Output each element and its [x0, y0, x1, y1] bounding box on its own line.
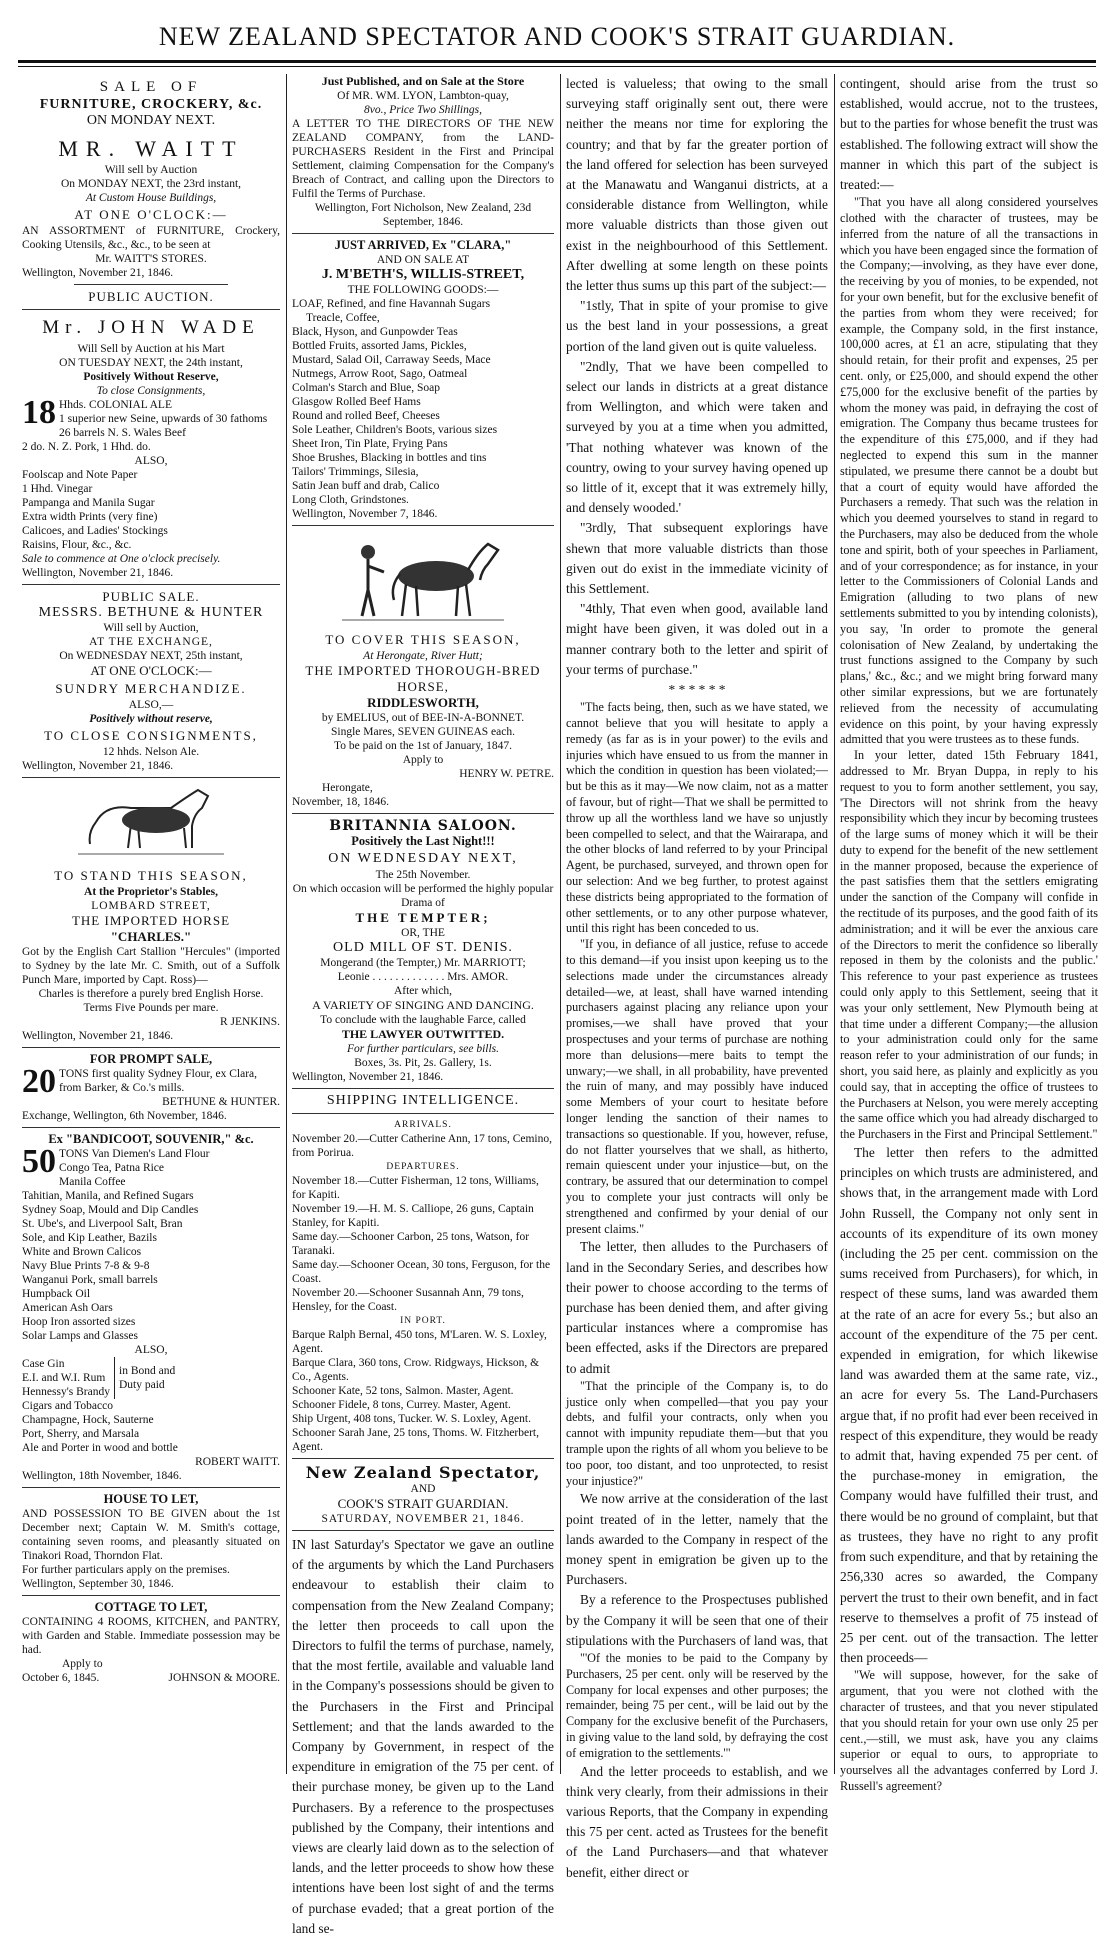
cottage-text: CONTAINING 4 ROOMS, KITCHEN, and PANTRY, with Garden and Stable. Immediate possession may be had. [22, 1616, 280, 1656]
dateline: October 6, 1845. [22, 1672, 100, 1684]
bandicoot-item: St. Ube's, and Liverpool Salt, Bran [22, 1218, 183, 1230]
wade-line: Positively Without Reserve, [83, 371, 219, 383]
bethune-line: 12 hhds. Nelson Ale. [102, 746, 200, 758]
bond-list [22, 1357, 115, 1399]
bethune-line: ALSO,— [128, 699, 174, 711]
arrived-title: JUST ARRIVED, Ex "CLARA," [334, 238, 512, 252]
bandicoot-item: Port, Sherry, and Marsala [22, 1428, 140, 1440]
goods-item: Black, Hyson, and Gunpowder Teas [292, 326, 458, 338]
dateline: Wellington, November 21, 1846. [22, 567, 174, 579]
dateline: Exchange, Wellington, 6th November, 1846. [22, 1110, 227, 1122]
shipping-entry: Schooner Fidele, 8 tons, Currey. Master, Agent. [292, 1399, 511, 1411]
imported-horse: THE IMPORTED THOROUGH-BRED HORSE, [305, 663, 541, 694]
wade-item: 1 Hhd. Vinegar [22, 483, 93, 495]
separator [292, 813, 554, 814]
shipping-entry: Barque Ralph Bernal, 450 tons, M'Laren. W. S. Loxley, Agent. [292, 1329, 547, 1355]
shipping-entry: November 18.—Cutter Fisherman, 12 tons, Williams, for Kapiti. [292, 1175, 539, 1201]
prompt-text: TONS first quality Sydney Flour, ex Clara, from Barker, & Co.'s mills. [59, 1068, 258, 1094]
farce-title: THE LAWYER OUTWITTED. [341, 1027, 505, 1041]
auction-line: On MONDAY NEXT, the 23rd instant, [60, 178, 242, 190]
bandicoot-item: Case Gin [22, 1358, 65, 1370]
wade-item: 26 barrels N. S. Wales Beef [59, 427, 186, 439]
also-label: ALSO, [134, 1344, 168, 1356]
prices: Boxes, 3s. Pit, 2s. Gallery, 1s. [354, 1057, 492, 1069]
mbeth-store: J. M'BETH'S, WILLIS-STREET, [321, 267, 525, 282]
cast-line: Mongerand (the Tempter,) Mr. MARRIOTT; [320, 957, 526, 969]
column-1 [22, 74, 280, 1774]
goods-item: Colman's Starch and Blue, Soap [292, 382, 441, 394]
cover-title: TO COVER THIS SEASON, [325, 632, 521, 647]
particulars: For further particulars, see bills. [346, 1043, 500, 1055]
cottage-title: COTTAGE TO LET, [94, 1600, 208, 1614]
dateline: Wellington, September 30, 1846. [22, 1578, 174, 1590]
bethune-line: Positively without reserve, [89, 713, 213, 725]
variety: A VARIETY OF SINGING AND DANCING. [312, 998, 534, 1012]
bandicoot-item: Wanganui Pork, small barrels [22, 1274, 158, 1286]
horse-name: RIDDLESWORTH, [367, 695, 479, 710]
masthead: NEW ZEALAND SPECTATOR AND COOK'S STRAIT GUARDIAN. [158, 22, 956, 51]
separator [292, 1113, 554, 1114]
article-paragraph: contingent, should arise from the trust so established, would accrue, not to the trustees, but to the parties for whose benefit the trust was established. The following extract will show the manner in which this part of the subject is treated:— [840, 76, 1098, 193]
separator [22, 777, 280, 778]
auction-line: AT ONE O'CLOCK:— [74, 207, 228, 222]
shipping-entry: Same day.—Schooner Ocean, 30 tons, Ferguson, for the Coast. [292, 1259, 551, 1285]
masthead-rule [18, 60, 1096, 63]
cottage-footer [22, 1671, 280, 1685]
dateline: Wellington, November 21, 1846. [22, 760, 174, 772]
article-paragraph: lected is valueless; that owing to the small surveying staff originally sent out, there were neither the means nor time for exploring the country; and that by far the greater portion of the land offered for selection has been surveyed at the Manawatu and Wanganui districts, at a considerable distance from Wellington, while more valuable districts than those given out exist in the neighbourhood of this Settlement. After dwelling at some length on these points the letter thus sums up this part of the subject:— [566, 76, 828, 294]
wade-sale-note: Sale to commence at One o'clock precisely. [22, 553, 221, 565]
wade-item: Extra width Prints (very fine) [22, 511, 158, 523]
prompt-signature: BETHUNE & HUNTER. [162, 1096, 280, 1108]
shipping-title: SHIPPING INTELLIGENCE. [326, 1093, 520, 1108]
mares-fee: Single Mares, SEVEN GUINEAS each. [331, 726, 515, 738]
bandicoot-block [22, 1143, 280, 1180]
stand-street: LOMBARD STREET, [91, 900, 211, 912]
wade-line: To close Consignments, [96, 385, 206, 397]
shipping-entry: November 19.—H. M. S. Calliope, 26 guns, Captain Stanley, for Kapiti. [292, 1203, 534, 1229]
bandicoot-signature: ROBERT WAITT. [195, 1456, 280, 1468]
stand-terms: Terms Five Pounds per mare. [83, 1002, 219, 1014]
goods-item: Shoe Brushes, Blacking in bottles and tins [292, 452, 487, 464]
bandicoot-item: Cigars and Tobacco [22, 1400, 113, 1412]
shipping-entry: November 20.—Cutter Catherine Ann, 17 tons, Cemino, from Porirua. [292, 1133, 552, 1159]
cottage-apply: Apply to [62, 1658, 103, 1670]
goods-item: Satin Jean buff and drab, Calico [292, 480, 440, 492]
shipping-entry: Barque Clara, 360 tons, Crow. Ridgways, Hickson, & Co., Agents. [292, 1357, 540, 1383]
separator [292, 1458, 554, 1459]
bandicoot-item: White and Brown Calicos [22, 1246, 142, 1258]
dateline: Wellington, Fort Nicholson, New Zealand, 23d September, 1846. [314, 202, 532, 228]
house-text: AND POSSESSION TO BE GIVEN about the 1st December next; Captain W. M. Smith's cottage, containing seven rooms, and pleasantly situated on Tinakori Road, Thorndon Flat. [22, 1508, 280, 1562]
wade-item: 2 do. N. Z. Pork, 1 Hhd. do. [22, 441, 151, 453]
separator [22, 1487, 280, 1488]
bandicoot-item: Sydney Soap, Mould and Dip Candles [22, 1204, 199, 1216]
separator [22, 309, 280, 310]
bethune-line: TO CLOSE CONSIGNMENTS, [44, 728, 258, 743]
goods-item: Long Cloth, Grindstones. [292, 494, 409, 506]
masthead-rule-thin [18, 66, 1096, 67]
separator [22, 1127, 280, 1128]
bandicoot-number: 50 [22, 1143, 56, 1180]
goods-item: Bottled Fruits, assorted Jams, Pickles, [292, 340, 467, 352]
separator [22, 1595, 280, 1596]
horse-with-groom-illustration [338, 530, 508, 626]
payment-terms: To be paid on the 1st of January, 1847. [334, 740, 512, 752]
stand-where: At the Proprietor's Stables, [84, 886, 218, 898]
separator [22, 1047, 280, 1048]
article-paragraph: "1stly, That in spite of your promise to give us the best land in your possessions, a great portion of the land given out is quite valueless. [566, 298, 828, 354]
conclude: To conclude with the laughable Farce, called [320, 1014, 526, 1026]
wade-line: ON TUESDAY NEXT, the 24th instant, [59, 357, 243, 369]
auctioneer-name: MR. WAITT [58, 136, 244, 161]
horse-illustration [76, 782, 226, 862]
stand-signature: R JENKINS. [219, 1016, 280, 1028]
quoted-paragraph: "If you, in defiance of all justice, refuse to accede to this demand—if you insist upon keeping us to the selections made under the circumstances already detailed—we, at least, shall have warned intending purchasers against placing any reliance upon your promises,—we shall have proved that your prospectuses and your terms of purchase are nothing more than delusions—mere baits to tempt the unwary;—we shall, in all probability, have prevented the ruin of many, and may possibly have induced some Members of your court to hesitate before longer lending the sanction of their names to transactions so questionable. If you, however, refuse, do not flatter yourselves that we shall, as hitherto, remain quiescent under your injustice—but, on the contrary, be assured that our determination to compel you to complete your just contracts will only be strengthened and confirmed by your denial of our present claims." [566, 937, 828, 1236]
departures-label: DEPARTURES. [386, 1162, 460, 1172]
house-title: HOUSE TO LET, [103, 1492, 199, 1506]
wade-name: Mr. JOHN WADE [42, 317, 260, 338]
shipping-entry: Schooner Kate, 52 tons, Salmon. Master, Agent. [292, 1385, 514, 1397]
article-paragraph: "2ndly, That we have been compelled to select our lands in districts at a great distance from Wellington, and which were taken and surveyed by you at a time when you admitted, 'That nothing whatever was known of the country, owing to your survey having opened up so little of it, except that it was extremely hilly, and densely wooded.' [566, 358, 828, 516]
quoted-paragraph: "That the principle of the Company is, to do justice only when compelled—that you pay your debts, and fulfil your contracts, only when you cannot with impunity repudiate them—but that you trample upon the rights of all whom you believe to be too poor, too distant, and too unprotected, to resist your injustice?" [566, 1378, 828, 1488]
saloon-title: BRITANNIA SALOON. [329, 818, 517, 834]
paper-date: SATURDAY, NOVEMBER 21, 1846. [321, 1513, 525, 1525]
hhds-number: 18 [22, 394, 56, 431]
pedigree: by EMELIUS, out of BEE-IN-A-BONNET. [321, 712, 525, 724]
bethune-line: SUNDRY MERCHANDIZE. [55, 681, 247, 696]
wade-item: Pampanga and Manila Sugar [22, 497, 155, 509]
shipping-entry: November 20.—Schooner Susannah Ann, 79 tons, Hensley, for the Coast. [292, 1287, 524, 1313]
bandicoot-item: Ale and Porter in wood and bottle [22, 1442, 178, 1454]
performance-note: On which occasion will be performed the highly popular Drama of [292, 883, 554, 909]
wade-item: Foolscap and Note Paper [22, 469, 138, 481]
bethune-line: AT ONE O'CLOCK:— [90, 663, 212, 678]
date-25th: The 25th November. [375, 869, 471, 881]
last-night: Positively the Last Night!!! [351, 834, 495, 848]
herongate-sign: Herongate, [322, 782, 373, 794]
apply-to: Apply to [402, 754, 444, 766]
article-paragraph: IN last Saturday's Spectator we gave an outline of the arguments by which the Land Purchasers endeavour to establish their claim to compensation from the New Zealand Company; the letter then proceeds to call upon the Directors to fulfil the terms of purchase, namely, that the most fertile, available and valuable land in the Company's possessions should be given to the Purchasers in the First and Principal Settlement; and that the lands awarded to the Company by Government, in respect of the expenditure in emigration of the 75 per cent. of their purchase money, be given up to the Land Purchasers. By a reference to the prospectuses published by the Company, their intentions and views are clearly laid down as to the selection of lands, and the letter proceeds to show how these intentions have been lost sight of and the terms of purchase evaded; that a great portion of the land se- [292, 1537, 554, 1936]
stand-name: "CHARLES." [110, 929, 192, 944]
article-paragraph: The letter, then alludes to the Purchasers of land in the Secondary Series, and describes how their power to choose according to the terms of purchase has been denied them, and after giving particular instances where a compromise has been effected, asks if the Directors are prepared to admit [566, 1239, 828, 1376]
bandicoot-item: American Ash Oars [22, 1302, 113, 1314]
shipping-entry: Ship Urgent, 408 tons, Tucker. W. S. Loxley, Agent. [292, 1413, 531, 1425]
asterisk-break: * * * * * * [668, 682, 726, 698]
hhds-text: Hhds. COLONIAL ALE [59, 399, 172, 411]
article-paragraph: "4thly, That even when good, available land might have been given, it was doled out in a manner contrary both to the letter and spirit of your terms of purchase." [566, 601, 828, 677]
column-4 [840, 74, 1098, 1793]
bandicoot-text: TONS Van Diemen's Land Flour [59, 1148, 210, 1160]
sale-items: FURNITURE, CROCKERY, &c. [39, 97, 263, 112]
dateline: Wellington, November 21, 1846. [22, 1030, 174, 1042]
quoted-paragraph: In your letter, dated 15th February 1841, addressed to Mr. Bryan Duppa, in reply to his request to you to form another settlement, you say, 'The Directors will not shrink from the heavy responsibility which they incur by becoming trustees of the large sums of money which it will be their duty to expend for the benefit of the new settlement in the manner proposed, because the experience of the past satisfies them that the settlers emigrating under the sanction of the Company will confide in the rectitude of its purposes, and the good faith of its administration; and it will be ever the anxious care of the Directors to merit the confidence so liberally reposed in them by the colonists and the public.' This reference to your past experience as trustees could only apply to this Settlement, seeing that it was your only settlement, New Plymouth being at that time under a different Company;—the allusion to your administration could only for the same reason refer to your administration of our funds; in short, you said here, as plainly and explicitly as you could say, that in accepting the office of trustees to the Purchasers at Nelson, you were merely accepting the same office which you had already discharged to the Purchasers in the First and Principal Settlement." [840, 748, 1098, 1142]
bond-block [22, 1357, 280, 1399]
herongate: At Herongate, River Hutt; [363, 650, 483, 662]
arrivals-label: ARRIVALS. [394, 1120, 452, 1130]
sale-title: SALE OF [99, 79, 203, 95]
following-goods: THE FOLLOWING GOODS:— [347, 284, 499, 296]
separator [74, 284, 229, 285]
dateline: Wellington, November 21, 1846. [292, 1071, 444, 1083]
dateline: Wellington, November 7, 1846. [292, 508, 438, 520]
quoted-paragraph: "'Of the monies to be paid to the Company by Purchasers, 25 per cent. only will be reserved by the Company for local expenses and other purposes; the remainder, being 75 per cent., will be laid out by the Company for the exclusive benefit of the Purchasers, in giving value to the land sold, by defraying the cost of emigration to the settlements.'" [566, 1651, 828, 1760]
paper-name: New Zealand Spectator, [305, 1463, 541, 1482]
article-paragraph: The letter then refers to the admitted principles on which trusts are administered, and shows that, in the arrangement made with Lord John Russell, the Company not only sent in accounts of its expenditure of its own money (including the 25 per cent. commission on the sums received from Purchasers), for which, in respect of these sums, land was awarded them at the rate of an acre for every 5s.; but also an account of the expenditure of the 75 per cent. expended in emigration, for which likewise land was awarded them at the same rate, viz., an acre for every 5s. The Land-Purchasers argue that, if no profit had ever been received in respect of this expenditure, they would be ready to admit that, having expended 75 per cent. of the purchase-money in emigration, the Company would have fulfilled their trust, and there would be no ground of complaint, but that as trustees, they have no right to any profit from such expenditure, and that by retaining the 256,330 acres so awarded, the Company pervert the trust to their own benefit, and in fact reserve to themselves a profit of 75 instead of 25 per cent. out of the transaction. The letter then proceeds— [840, 1145, 1098, 1666]
quoted-paragraph: "The facts being, then, such as we have stated, we cannot believe that you will hesitate to apply a remedy (as far as is in your power) to the evils and injuries which have ensued to us from the manner in which the condition in question has been violated;—but be this as it may—We now claim, not as a matter of favour, but of right—That we shall be permitted to throw up all the worthless land we have so unjustly been compelled to select, and that the Wairarapa, and the other blocks of land referred to by your Principal Agent, be purchased, surveyed, and thrown open for our selection: And we beg further, to protest against these districts being appropriated to the formation of other settlements, or to any other purpose whatever, until this right has been conceded to us. [566, 700, 828, 936]
bandicoot-item: Humpback Oil [22, 1288, 91, 1300]
quoted-paragraph: "We will suppose, however, for the sake of argument, that you were not clothed with the character of trustees, and that you never stipulated that you should retain for your own use only 25 per cent.,—still, we must ask, have you any claims superior or equal to ours, to appropriate to yourselves all the advantages conferred by Lord J. Russell's agreement? [840, 1668, 1098, 1793]
separator [292, 233, 554, 234]
stand-imported: THE IMPORTED HORSE [71, 913, 231, 928]
bethune-line: On WEDNESDAY NEXT, 25th instant, [59, 650, 243, 662]
wade-line: Will Sell by Auction at his Mart [77, 343, 225, 355]
wade-item: 1 superior new Seine, upwards of 30 fathoms [59, 413, 268, 425]
in-port-label: IN PORT. [400, 1316, 446, 1326]
bandicoot-item: Champagne, Hock, Sauterne [22, 1414, 154, 1426]
paper-and: AND [410, 1483, 436, 1495]
sale-day: ON MONDAY NEXT. [86, 113, 216, 128]
wade-item: Raisins, Flour, &c., &c. [22, 539, 132, 551]
bandicoot-item: Hennessy's Brandy [22, 1386, 110, 1398]
lyon: Of MR. WM. LYON, Lambton-quay, [337, 90, 509, 102]
bandicoot-item: Sole, and Kip Leather, Bazils [22, 1232, 157, 1244]
prompt-number: 20 [22, 1063, 56, 1100]
cast-line: Leonie . . . . . . . . . . . . . Mrs. AMOR. [337, 971, 509, 983]
public-auction: PUBLIC AUCTION. [88, 289, 214, 304]
letter-description: A LETTER TO THE DIRECTORS OF THE NEW ZEALAND COMPANY, from the LAND-PURCHASERS Resident in the First and Principal Settlement, claiming Compensation for the Company's Breach of Contract, and calling upon the Directors to Fulfil the Terms of Purchase. [292, 118, 554, 200]
shipping-entry: Same day.—Schooner Carbon, 25 tons, Watson, for Taranaki. [292, 1231, 530, 1257]
quoted-paragraph: "That you have all along considered yourselves clothed with the character of trustees, may be inferred from the nature of all the transactions in which you have been engaged since the formation of the Company;—involving, as they have ever done, the receiving by you of monies, to be expended, not for your own benefit, but for the exclusive benefit of the parties from whom they were received; for example, the Company sold, in the first instance, 100,000 acres, at £1 an acre, stipulating that they should retain, for their profit and expenses, 25 per cent. only, or £25,000, and should expend the other £75,000 for the exclusive benefit of the parties by whom the money was paid, in defraying the cost of emigration. The Company thus became trustees for the expenditure of this £75,000, and if they had neglected to expend this sum in the manner stipulated, we presume there cannot be a doubt but that a court of equity would have afforded the Purchasers a remedy. That such was the relation in which you deemed yourselves to stand in regard to the Purchasers, may also be deduced from the whole tone and spirit, both of your speeches in Parliament, and of your correspondence; as for instance, in your letter to the Commissioners of Colonial Lands and Emigration (alluding to two plans of new settlements submitted to you by intending colonists), you say, 'In order to promote the general colonisation of New Zealand, by undertaking the trust functions assigned to the Company by such plans,' &c., &c.; and we might bring forward many other similar expressions, but we are fortunately relieved from the necessity of accumulating evidence on this point, by your having expressly admitted that you were trustees as to these funds. [840, 195, 1098, 747]
separator [292, 1530, 554, 1531]
public-sale: PUBLIC SALE. [102, 589, 200, 604]
goods-item: Mustard, Salad Oil, Carraway Seeds, Mace [292, 354, 491, 366]
cottage-signature: JOHNSON & MOORE. [168, 1672, 280, 1684]
bandicoot-item: E.I. and W.I. Rum [22, 1372, 106, 1384]
dateline: November, 18, 1846. [292, 796, 389, 808]
goods-item: Nutmegs, Arrow Root, Sago, Oatmeal [292, 368, 468, 380]
hhds-block [22, 394, 280, 431]
stores: Mr. WAITT'S STORES. [95, 253, 207, 265]
article-paragraph: And the letter proceeds to establish, and we think very clearly, from their admissions in their various Reports, that the Company in expending this 75 per cent. acted as Trustees for the benefit of the Land Purchasers—and that whatever benefit, either direct or [566, 1763, 828, 1880]
article-paragraph: "3rdly, That subsequent explorings have shewn that more valuable districts than those given out do exist in the immediate vicinity of this Settlement. [566, 520, 828, 597]
bethune-name: MESSRS. BETHUNE & HUNTER [38, 605, 264, 620]
bandicoot-item: Tahitian, Manila, and Refined Sugars [22, 1190, 194, 1202]
bandicoot-item: Navy Blue Prints 7-8 & 9-8 [22, 1260, 150, 1272]
price: 8vo., Price Two Shillings, [364, 104, 482, 116]
goods-item: Sole Leather, Children's Boots, various sizes [292, 424, 498, 436]
goods-item: Round and rolled Beef, Cheeses [292, 410, 440, 422]
or-the: OR, THE [401, 927, 445, 939]
stand-title: TO STAND THIS SEASON, [54, 868, 248, 883]
shipping-entry: Schooner Sarah Jane, 25 tons, Thoms. W. Fitzherbert, Agent. [292, 1427, 540, 1453]
wade-item: Calicoes, and Ladies' Stockings [22, 525, 168, 537]
auction-line: Will sell by Auction [104, 164, 198, 176]
separator [22, 584, 280, 585]
column-3 [566, 74, 828, 1880]
goods-item: Glasgow Rolled Beef Hams [292, 396, 421, 408]
paper-subtitle: COOK'S STRAIT GUARDIAN. [337, 1496, 509, 1511]
bandicoot-item: Congo Tea, Patna Rice [59, 1162, 165, 1174]
prompt-block [22, 1063, 280, 1100]
goods-item: Sheet Iron, Tin Plate, Frying Pans [292, 438, 448, 450]
separator [292, 525, 554, 526]
petre-signature: HENRY W. PETRE. [459, 768, 554, 780]
stand-breed: Charles is therefore a purely bred English Horse. [38, 988, 264, 1000]
column-2 [292, 74, 554, 1936]
bethune-line: Will sell by Auction, [103, 622, 199, 634]
goods-item: Tailors' Trimmings, Silesia, [292, 466, 419, 478]
after-which: After which, [393, 985, 453, 997]
drama-title: THE TEMPTER; [355, 910, 491, 925]
just-published: Just Published, and on Sale at the Store [321, 74, 525, 88]
also-label: ALSO, [134, 455, 168, 467]
auction-line: At Custom House Buildings, [85, 192, 217, 204]
prompt-title: FOR PROMPT SALE, [89, 1052, 213, 1066]
bandicoot-item: Hoop Iron assorted sizes [22, 1316, 136, 1328]
wednesday: ON WEDNESDAY NEXT, [328, 851, 518, 866]
dateline: Wellington, November 21, 1846. [22, 267, 174, 279]
goods-item: Treacle, Coffee, [306, 312, 380, 324]
bandicoot-item: Solar Lamps and Glasses [22, 1330, 138, 1342]
dateline: Wellington, 18th November, 1846. [22, 1470, 182, 1482]
bethune-line: AT THE EXCHANGE, [89, 636, 213, 648]
article-paragraph: We now arrive at the consideration of the last point treated of in the letter, namely that the lands awarded to the Company in respect of the money spent in emigration be given up to the Purchasers. [566, 1491, 828, 1588]
and-on-sale: AND ON SALE AT [376, 254, 470, 266]
article-paragraph: By a reference to the Prospectuses published by the Company it will be seen that one of their stipulations with the Purchasers of land was, that [566, 1592, 828, 1648]
bond-note: in Bond and Duty paid [119, 1365, 176, 1391]
bandicoot-title: Ex "BANDICOOT, SOUVENIR," &c. [48, 1132, 254, 1146]
column-divider [834, 74, 835, 1774]
old-mill: OLD MILL OF ST. DENIS. [333, 940, 513, 955]
house-more: For further particulars apply on the premises. [22, 1564, 230, 1576]
column-divider [560, 74, 561, 1774]
column-divider [286, 74, 287, 1774]
separator [292, 1088, 554, 1089]
bandicoot-item: Manila Coffee [59, 1176, 126, 1188]
stand-pedigree: Got by the English Cart Stallion "Hercules" (imported to Sydney by the late Mr. C. Smith, out of a Suffolk Punch Mare, imported by Capt. Ross)— [22, 946, 280, 986]
goods-item: LOAF, Refined, and fine Havannah Sugars [292, 298, 491, 310]
assortment-text: AN ASSORTMENT of FURNITURE, Crockery, Cooking Utensils, &c., &c., to be seen at [22, 225, 280, 251]
